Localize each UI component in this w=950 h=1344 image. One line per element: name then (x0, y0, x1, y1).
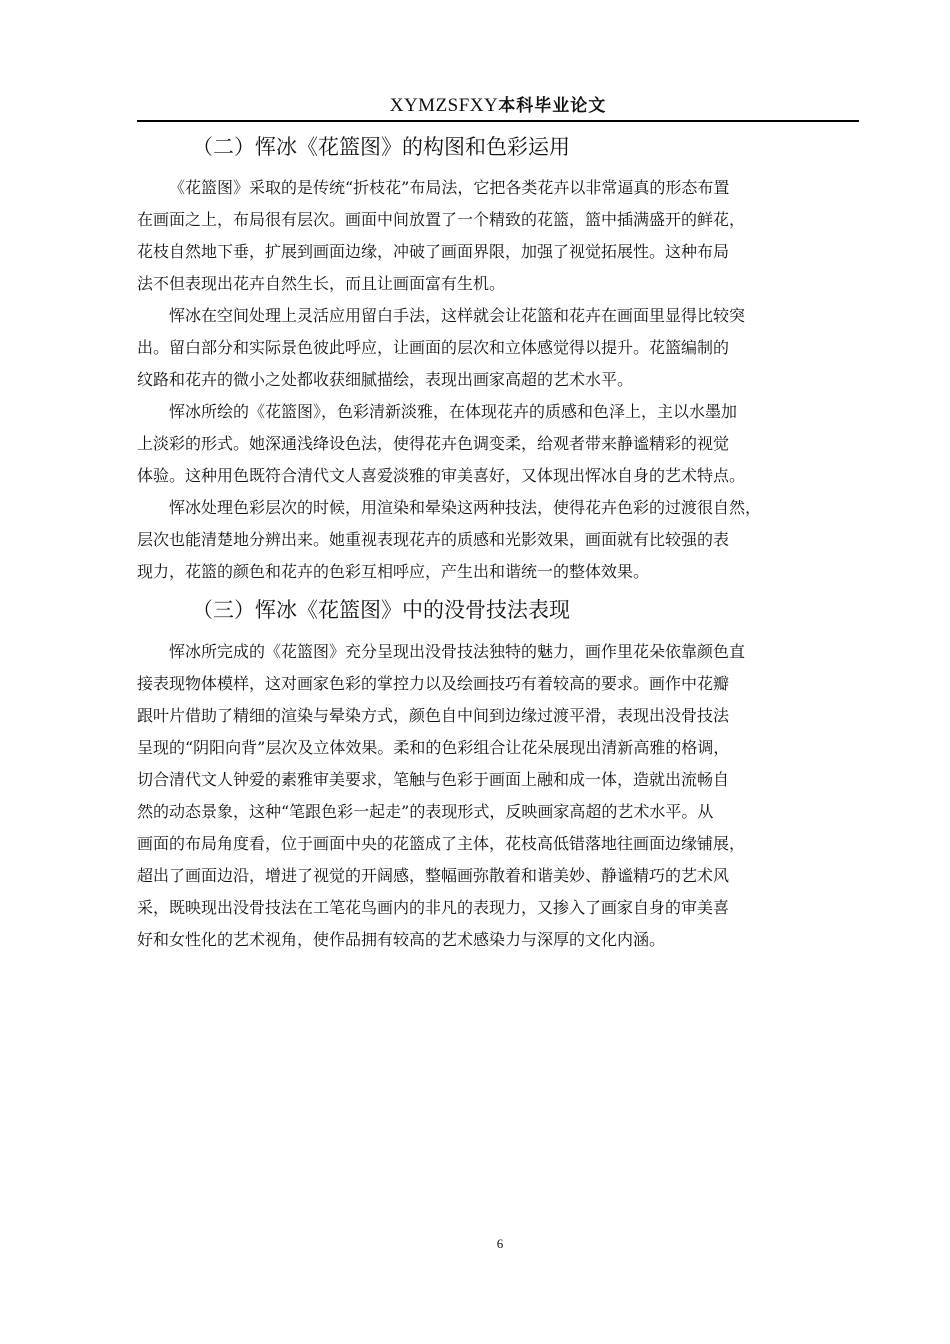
text-line: 层次也能清楚地分辨出来。她重视表现花卉的质感和光影效果，画面就有比较强的表 (137, 530, 730, 549)
section-heading: （二）恽冰《花篮图》的构图和色彩运用 (192, 135, 570, 159)
paragraph (137, 636, 877, 956)
text-line: 采，既映现出没骨技法在工笔花鸟画内的非凡的表现力，又掺入了画家自身的审美喜 (137, 898, 730, 917)
text-line: 在画面之上，布局很有层次。画面中间放置了一个精致的花篮，篮中插满盛开的鲜花， (137, 210, 746, 229)
text-line: 恽冰所绘的《花篮图》，色彩清新淡雅，在体现花卉的质感和色泽上，主以水墨加 (169, 402, 738, 421)
text-line: 花枝自然地下垂，扩展到画面边缘，冲破了画面界限，加强了视觉拓展性。这种布局 (137, 242, 730, 261)
paragraph (137, 172, 877, 300)
paragraph (137, 396, 877, 492)
text-line: 跟叶片借助了精细的渲染与晕染方式，颜色自中间到边缘过渡平滑，表现出没骨技法 (137, 706, 730, 725)
header-latin-text: XYMZSFXY (389, 95, 499, 116)
text-line: 上淡彩的形式。她深通浅绛设色法，使得花卉色调变柔，给观者带来静谧精彩的视觉 (137, 434, 730, 453)
text-line: 恽冰所完成的《花篮图》充分呈现出没骨技法独特的魅力，画作里花朵依靠颜色直 (169, 642, 746, 661)
text-line: 接表现物体模样，这对画家色彩的掌控力以及绘画技巧有着较高的要求。画作中花瓣 (137, 674, 730, 693)
paragraph (137, 300, 877, 396)
text-line: 纹路和花卉的微小之处都收获细腻描绘，表现出画家高超的艺术水平。 (137, 370, 634, 389)
text-line: 超出了画面边沿，增进了视觉的开阔感，整幅画弥散着和谐美妙、静谧精巧的艺术风 (137, 866, 730, 885)
text-line: 好和女性化的艺术视角，使作品拥有较高的艺术感染力与深厚的文化内涵。 (137, 930, 666, 949)
paragraph (137, 492, 877, 588)
text-line: 恽冰处理色彩层次的时候，用渲染和晕染这两种技法，使得花卉色彩的过渡很自然， (169, 498, 762, 517)
page-number: 6 (496, 1236, 504, 1251)
text-line: 呈现的“阴阳向背”层次及立体效果。柔和的色彩组合让花朵展现出清新高雅的格调， (137, 738, 730, 757)
header-cjk-text: 本科毕业论文 (498, 96, 607, 116)
text-line: 然的动态景象，这种“笔跟色彩一起走”的表现形式，反映画家高超的艺术水平。从 (137, 802, 714, 821)
text-line: 《花篮图》采取的是传统“折枝花”布局法，它把各类花卉以非常逼真的形态布置 (169, 178, 730, 197)
text-line: 画面的布局角度看，位于画面中央的花篮成了主体，花枝高低错落地往画面边缘铺展， (137, 834, 746, 853)
section-heading: （三）恽冰《花篮图》中的没骨技法表现 (192, 598, 570, 622)
text-line: 法不但表现出花卉自然生长，而且让画面富有生机。 (137, 274, 506, 293)
text-line: 切合清代文人钟爱的素雅审美要求，笔触与色彩于画面上融和成一体，造就出流畅自 (137, 770, 730, 789)
text-line: 出。留白部分和实际景色彼此呼应，让画面的层次和立体感觉得以提升。花篮编制的 (137, 338, 730, 357)
running-header (137, 94, 859, 122)
text-line: 现力，花篮的颜色和花卉的色彩互相呼应，产生出和谐统一的整体效果。 (137, 562, 650, 581)
text-line: 恽冰在空间处理上灵活应用留白手法，这样就会让花篮和花卉在画面里显得比较突 (169, 306, 746, 325)
text-line: 体验。这种用色既符合清代文人喜爱淡雅的审美喜好，又体现出恽冰自身的艺术特点。 (137, 466, 746, 485)
